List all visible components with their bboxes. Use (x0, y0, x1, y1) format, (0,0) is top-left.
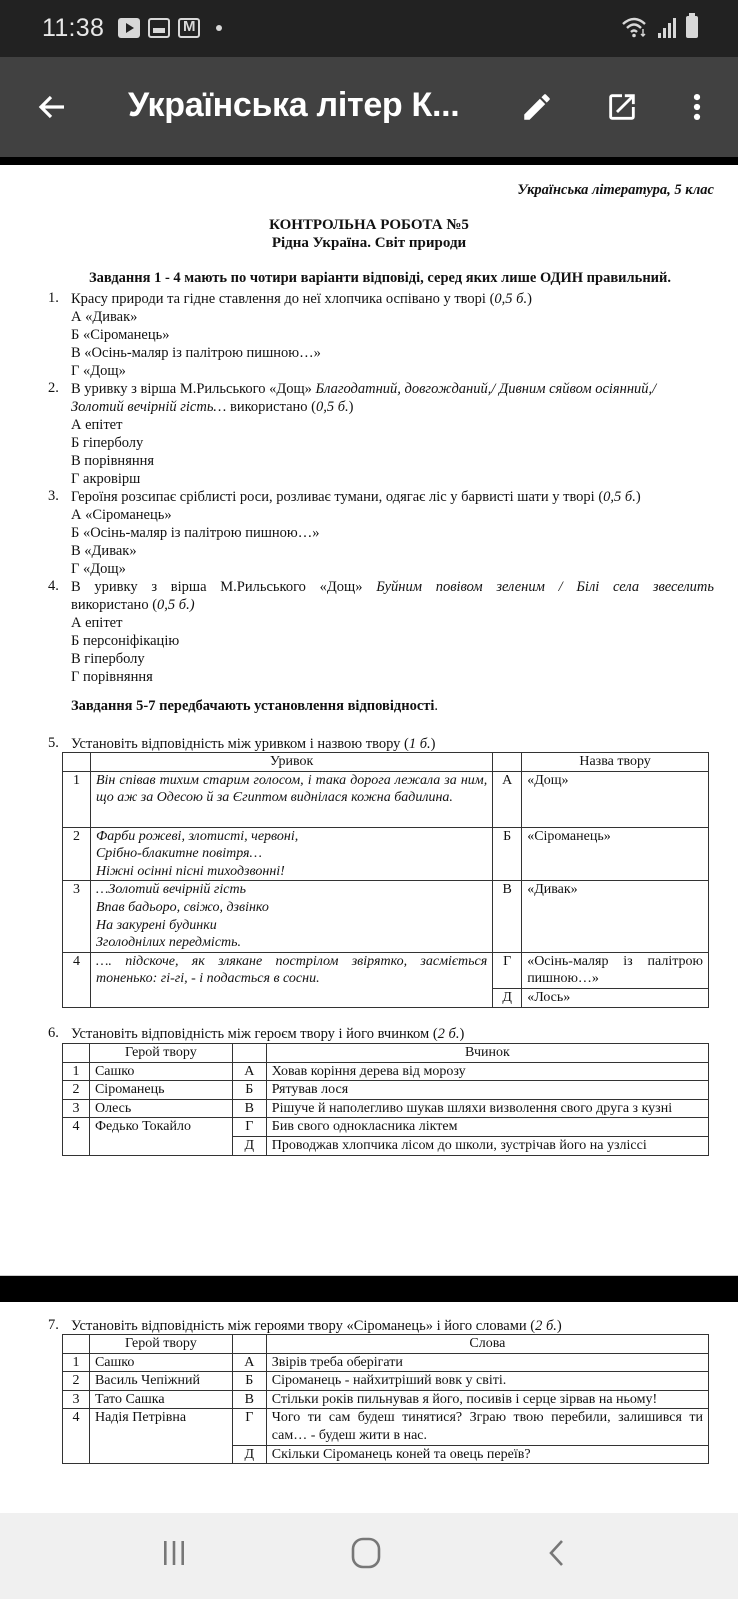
work-title-cell: «Лось» (522, 988, 709, 1007)
toolbar-divider (0, 157, 738, 165)
deed-cell: Бив свого однокласника ліктем (266, 1118, 708, 1137)
words-cell: Звірів треба оберігати (266, 1353, 708, 1372)
words-cell: Стільки років пильнував я його, посивів і серце зірвав на ньому! (266, 1390, 708, 1409)
words-cell: Сіроманець - найхитріший вовк у світі. (266, 1372, 708, 1391)
app-toolbar (0, 57, 738, 157)
dot-icon (216, 25, 222, 31)
question-2-option-a: А епітет (71, 417, 123, 433)
task-6-text: Установіть відповідність між героєм твору і його вчинком (2 б.) (71, 1026, 465, 1042)
table-row (63, 952, 709, 988)
header-hero: Герой твору (89, 1335, 232, 1354)
open-in-new-icon (605, 90, 639, 124)
youtube-icon (118, 18, 140, 38)
recents-icon (159, 1538, 189, 1568)
header-cell (63, 1335, 90, 1354)
question-1-text: Красу природи та гідне ставлення до неї хлопчика оспівано у творі (0,5 б.) (71, 291, 532, 307)
answer-letter: Д (232, 1136, 266, 1155)
answer-letter: Г (493, 952, 522, 988)
table-header-row (63, 753, 709, 772)
answer-letter: Д (232, 1445, 266, 1464)
instruction-tasks-1-4: Завдання 1 - 4 мають по чотири варіанти відповіді, серед яких лише ОДИН правильний. (88, 270, 672, 286)
answer-letter: Г (232, 1118, 266, 1137)
question-3-option-d: Г «Дощ» (71, 561, 126, 577)
edit-icon (520, 90, 554, 124)
question-2-option-c: В порівняння (71, 453, 155, 469)
hero-cell: Сашко (89, 1353, 232, 1372)
table-row (63, 1390, 709, 1409)
deed-cell: Ховав коріння дерева від морозу (266, 1062, 708, 1081)
question-number: 1. (48, 290, 59, 306)
question-2-option-d: Г акровірш (71, 471, 141, 487)
table-row (63, 1099, 709, 1118)
system-nav-bar (0, 1513, 738, 1599)
header-cell (232, 1335, 266, 1354)
gallery-icon (148, 18, 170, 38)
back-icon (544, 1537, 570, 1569)
table-row (63, 1062, 709, 1081)
question-2-text-cont: Золотий вечірній гість… використано (0,5 б.) (71, 399, 354, 415)
status-bar (0, 0, 738, 57)
answer-letter: А (232, 1062, 266, 1081)
words-cell: Скільки Сіроманець коней та овець переїв? (266, 1445, 708, 1464)
battery-icon (686, 16, 698, 38)
question-number: 4. (48, 578, 59, 594)
answer-letter: А (493, 771, 522, 827)
arrow-back-icon (36, 91, 68, 123)
header-words: Слова (266, 1335, 708, 1354)
table-row (63, 771, 709, 827)
signal-icon (658, 18, 676, 38)
nav-back-button[interactable] (527, 1531, 587, 1575)
home-button[interactable] (336, 1531, 396, 1575)
header-cell (232, 1044, 266, 1063)
row-number: 2 (63, 1081, 90, 1100)
question-3-text: Героїня розсипає сріблисті роси, розливає тумани, одягає ліс у барвисті шати у творі (0,5 б.) (71, 489, 641, 505)
notification-icons (118, 18, 222, 38)
status-time: 11:38 (42, 14, 105, 42)
work-title-cell: «Сіроманець» (522, 827, 709, 881)
excerpt-cell: Фарби рожеві, злотисті, червоні, Срібно-блакитне повітря… Ніжні осінні пісні тиходзвонні! (90, 827, 492, 881)
question-number: 3. (48, 488, 59, 504)
open-in-button[interactable] (598, 83, 646, 131)
answer-letter: Д (493, 988, 522, 1007)
work-title-cell: «Дощ» (522, 771, 709, 827)
test-subtitle: Рідна Україна. Світ природи (271, 235, 467, 251)
hero-cell: Тато Сашка (89, 1390, 232, 1409)
header-excerpt: Уривок (90, 753, 492, 772)
document-title: Українська літер К... (128, 86, 460, 124)
home-icon (349, 1536, 383, 1570)
question-2-text: В уривку з вірша М.Рильського «Дощ» Благодатний, довгожданий,/ Дивним сяйвом осіянний,/ (71, 381, 657, 397)
question-3-option-a: А «Сіроманець» (71, 507, 172, 523)
question-4-option-b: Б персоніфікацію (71, 633, 180, 649)
row-number: 1 (63, 1062, 90, 1081)
table-row (63, 1118, 709, 1137)
row-number: 4 (63, 952, 91, 1007)
hero-cell: Федько Токайло (89, 1118, 232, 1155)
task-5-text: Установіть відповідність між уривком і назвою твору (1 б.) (71, 736, 436, 752)
answer-letter: В (493, 881, 522, 952)
work-title-cell: «Дивак» (522, 881, 709, 952)
system-icons (622, 16, 698, 38)
answer-letter: Б (232, 1372, 266, 1391)
row-number: 2 (63, 1372, 90, 1391)
row-number: 2 (63, 827, 91, 881)
mail-icon (178, 18, 200, 38)
question-4-option-c: В гіперболу (71, 651, 145, 667)
test-title: КОНТРОЛЬНА РОБОТА №5 (269, 217, 469, 233)
task-6-table (62, 1043, 709, 1156)
row-number: 1 (63, 1353, 90, 1372)
question-2-option-b: Б гіперболу (71, 435, 144, 451)
deed-cell: Проводжав хлопчика лісом до школи, зустрічав його на узліссі (266, 1136, 708, 1155)
question-4-text-cont: використано (0,5 б.) (71, 597, 195, 613)
task-number: 5. (48, 735, 59, 751)
deed-cell: Рішуче й наполегливо шукав шляхи визволення свого друга з кузні (266, 1099, 708, 1118)
task-number: 7. (48, 1317, 59, 1333)
work-title-cell: «Осінь-маляр із палітрою пишною…» (522, 952, 709, 988)
row-number: 3 (63, 1390, 90, 1409)
header-hero: Герой твору (89, 1044, 232, 1063)
answer-letter: Б (493, 827, 522, 881)
row-number: 3 (63, 881, 91, 952)
back-button[interactable] (28, 83, 76, 131)
row-number: 4 (63, 1118, 90, 1155)
task-7-table (62, 1334, 709, 1464)
excerpt-cell: Він співав тихим старим голосом, і така дорога лежала за ним, що аж за Одесою й за Єгиптом виднілася кожна бадилина. (90, 771, 492, 827)
question-4-text: В уривку з вірша М.Рильського «Дощ» Буйним повівом зеленим / Білі села звеселить (71, 579, 715, 595)
question-3-option-b: Б «Осінь-маляр із палітрою пишною…» (71, 525, 320, 541)
question-4-option-a: А епітет (71, 615, 123, 631)
answer-letter: В (232, 1099, 266, 1118)
answer-letter: В (232, 1390, 266, 1409)
task-7-text: Установіть відповідність між героями твору «Сіроманець» і його словами (2 б.) (71, 1318, 562, 1334)
hero-cell: Сашко (89, 1062, 232, 1081)
question-3-option-c: В «Дивак» (71, 543, 137, 559)
header-cell (63, 1044, 90, 1063)
instruction-tasks-5-7: Завдання 5-7 передбачають установлення відповідності. (71, 698, 439, 714)
document-page-2[interactable] (0, 1302, 738, 1513)
table-header-row (63, 1044, 709, 1063)
words-cell: Чого ти сам будеш тинятися? Зграю твою перебили, залишився ти сам… - будеш жити в нас. (266, 1409, 708, 1445)
row-number: 3 (63, 1099, 90, 1118)
question-1-option-d: Г «Дощ» (71, 363, 126, 379)
question-1-option-a: А «Дивак» (71, 309, 138, 325)
more-options-button[interactable] (673, 83, 721, 131)
header-cell (63, 753, 91, 772)
hero-cell: Надія Петрівна (89, 1409, 232, 1464)
question-number: 2. (48, 380, 59, 396)
wifi-icon (622, 16, 648, 38)
table-row (63, 827, 709, 881)
table-row (63, 1409, 709, 1445)
table-row (63, 1353, 709, 1372)
recents-button[interactable] (144, 1531, 204, 1575)
header-deed: Вчинок (266, 1044, 708, 1063)
answer-letter: А (232, 1353, 266, 1372)
answer-letter: Г (232, 1409, 266, 1445)
question-4-option-d: Г порівняння (71, 669, 153, 685)
subject-header: Українська література, 5 клас (517, 182, 714, 198)
row-number: 4 (63, 1409, 90, 1464)
task-number: 6. (48, 1025, 59, 1041)
question-1-option-b: Б «Сіроманець» (71, 327, 170, 343)
question-1-option-c: В «Осінь-маляр із палітрою пишною…» (71, 345, 321, 361)
excerpt-cell: …Золотий вечірній гість Впав бадьоро, свіжо, дзвінко На закурені будинки Зголоднілих передмість. (90, 881, 492, 952)
table-row (63, 1081, 709, 1100)
table-row (63, 881, 709, 952)
document-page-1[interactable] (0, 165, 738, 1275)
edit-button[interactable] (513, 83, 561, 131)
excerpt-cell: …. підскоче, як злякане пострілом звірятко, засміється тоненько: гі-гі, - і подасться в сосни. (90, 952, 492, 1007)
answer-letter: Б (232, 1081, 266, 1100)
header-work-title: Назва твору (522, 753, 709, 772)
table-row (63, 1372, 709, 1391)
header-cell (493, 753, 522, 772)
row-number: 1 (63, 771, 91, 827)
task-5-table (62, 752, 709, 1008)
hero-cell: Василь Чепіжний (89, 1372, 232, 1391)
hero-cell: Сіроманець (89, 1081, 232, 1100)
hero-cell: Олесь (89, 1099, 232, 1118)
table-header-row (63, 1335, 709, 1354)
deed-cell: Рятував лося (266, 1081, 708, 1100)
more-vert-icon (680, 90, 714, 124)
page-separator (0, 1275, 738, 1302)
